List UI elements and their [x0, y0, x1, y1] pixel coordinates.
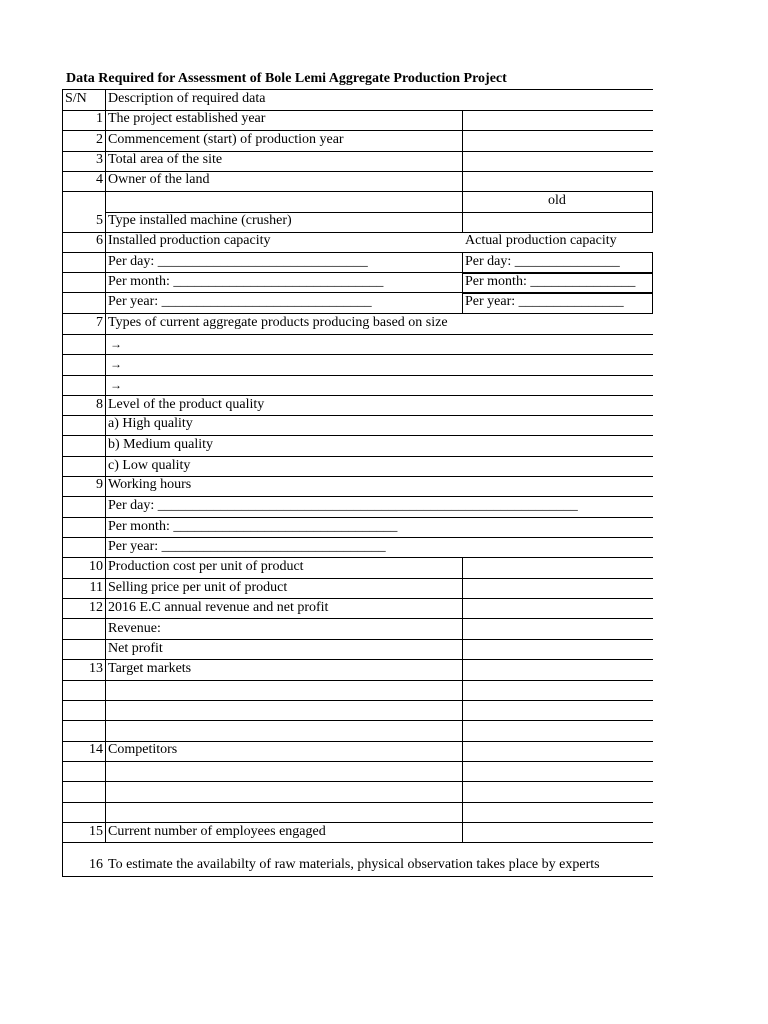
row-15-label: Current number of employees engaged: [108, 824, 326, 839]
row-3-label: Total area of the site: [108, 152, 223, 167]
row-8-label: Level of the product quality: [108, 397, 265, 412]
grid-line: [62, 876, 653, 877]
row-5-label: Type installed machine (crusher): [108, 213, 292, 228]
hours-per-month-field[interactable]: Per month: ________________________________: [108, 519, 398, 534]
row-16-sn: 16: [89, 857, 103, 872]
grid-line: [652, 191, 653, 233]
grid-line: [462, 191, 463, 233]
row-13-label: Target markets: [108, 661, 192, 676]
quality-low-option[interactable]: c) Low quality: [108, 458, 191, 473]
grid-line: [62, 761, 653, 762]
row-15-sn: 15: [89, 824, 103, 839]
row-9-sn: 9: [96, 477, 103, 492]
row-3-sn: 3: [96, 152, 103, 167]
grid-line: [62, 334, 653, 335]
grid-line: [62, 272, 106, 273]
grid-line: [62, 700, 653, 701]
row-12-sn: 12: [89, 600, 103, 615]
quality-high-option[interactable]: a) High quality: [108, 416, 193, 431]
row-12-label: 2016 E.C annual revenue and net profit: [108, 600, 329, 615]
row-14-label: Competitors: [108, 742, 178, 757]
row-5-old-label: old: [548, 193, 566, 208]
grid-line: [462, 557, 463, 843]
revenue-label: Revenue:: [108, 621, 161, 636]
actual-per-day-field[interactable]: Per day: _______________: [465, 254, 620, 269]
row-14-sn: 14: [89, 742, 103, 757]
row-11-label: Selling price per unit of product: [108, 580, 288, 595]
grid-line: [62, 680, 653, 681]
row-11-sn: 11: [89, 580, 103, 595]
grid-line: [105, 89, 106, 843]
row-5-sn: 5: [96, 213, 103, 228]
row-2-label: Commencement (start) of production year: [108, 132, 344, 147]
header-sn: S/N: [65, 91, 87, 106]
hours-per-day-field[interactable]: Per day: ____________________________________________________________: [108, 498, 578, 513]
row-7-label: Types of current aggregate products producing based on size: [108, 315, 448, 330]
grid-line: [62, 781, 653, 782]
grid-line: [462, 110, 463, 192]
net-profit-label: Net profit: [108, 641, 163, 656]
row-9-label: Working hours: [108, 477, 192, 492]
row-2-sn: 2: [96, 132, 103, 147]
arrow-icon: →: [110, 337, 122, 351]
row-6-label: Installed production capacity: [108, 233, 271, 248]
grid-line: [62, 375, 653, 376]
grid-line: [62, 618, 653, 619]
header-description: Description of required data: [108, 91, 266, 106]
grid-line: [62, 720, 653, 721]
grid-line: [62, 252, 106, 253]
actual-per-month-field[interactable]: Per month: _______________: [465, 274, 636, 289]
installed-per-month-field[interactable]: Per month: ______________________________: [108, 274, 384, 289]
grid-line: [62, 802, 653, 803]
grid-line: [462, 212, 653, 213]
row-16-label: To estimate the availabilty of raw materials, physical observation takes place by experts: [108, 857, 600, 872]
arrow-icon: →: [110, 378, 122, 392]
quality-medium-option[interactable]: b) Medium quality: [108, 437, 213, 452]
row-13-sn: 13: [89, 661, 103, 676]
row-4-sn: 4: [96, 172, 103, 187]
row-6-actual-label: Actual production capacity: [465, 233, 617, 248]
row-1-sn: 1: [96, 111, 103, 126]
installed-per-year-field[interactable]: Per year: ______________________________: [108, 294, 372, 309]
grid-line: [462, 252, 463, 314]
installed-per-day-field[interactable]: Per day: ______________________________: [108, 254, 368, 269]
row-8-sn: 8: [96, 397, 103, 412]
row-10-label: Production cost per unit of product: [108, 559, 304, 574]
grid-line: [62, 292, 106, 293]
row-7-sn: 7: [96, 315, 103, 330]
form-title: Data Required for Assessment of Bole Lemi Aggregate Production Project: [66, 71, 507, 86]
hours-per-year-field[interactable]: Per year: ________________________________: [108, 539, 386, 554]
row-4-label: Owner of the land: [108, 172, 210, 187]
grid-line: [62, 354, 653, 355]
row-10-sn: 10: [89, 559, 103, 574]
grid-line: [62, 842, 653, 843]
row-6-sn: 6: [96, 233, 103, 248]
grid-line: [652, 252, 653, 314]
arrow-icon: →: [110, 357, 122, 371]
row-1-label: The project established year: [108, 111, 266, 126]
actual-per-year-field[interactable]: Per year: _______________: [465, 294, 624, 309]
